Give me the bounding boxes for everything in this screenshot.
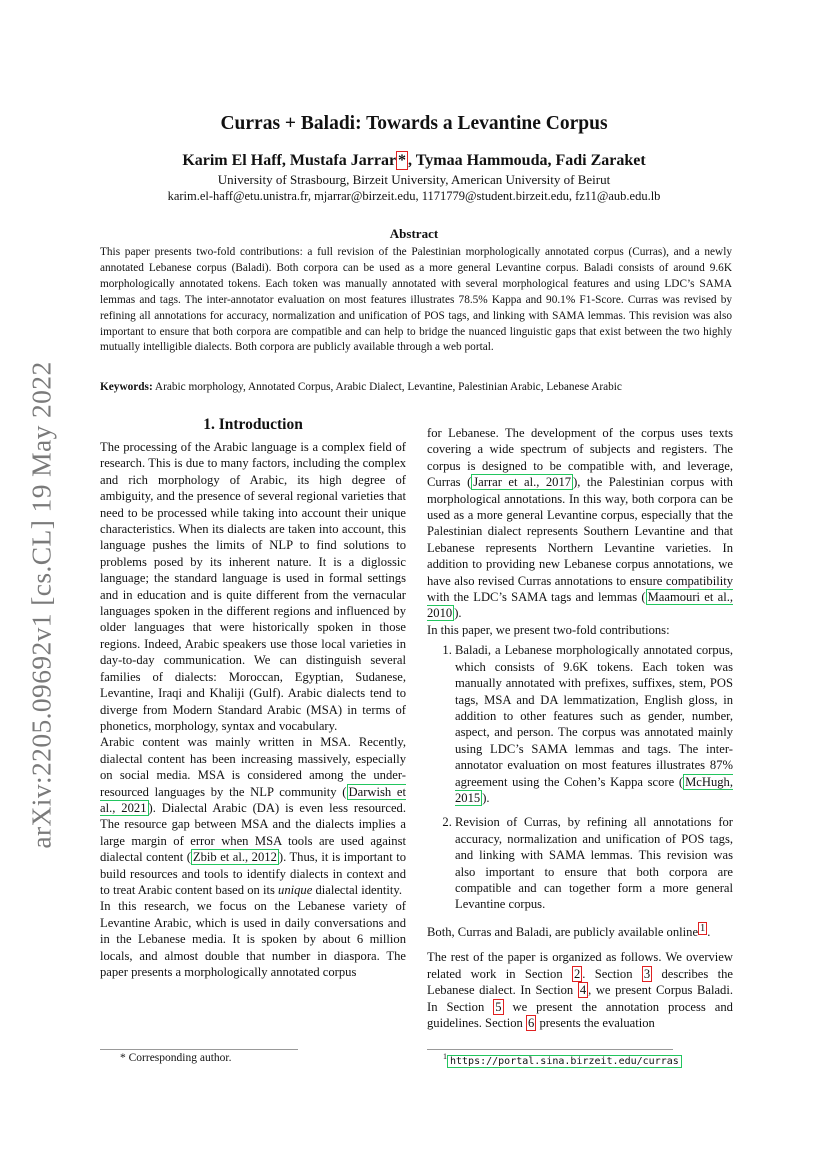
text-run: . Section (582, 966, 642, 981)
text-run: Baladi, a Lebanese morphologically annotated corpus, which consists of 9.6K tokens. Each token was manually annotated with prefixes, suffixes, stem, POS tags, MSA and DA lemmatization, English gloss, in addition to other features such as gender, number, aspect, and person. The corpus was annotated mainly using LDC’s SAMA lemmas and tags. The inter-annotator evaluation on most features illustrates 87% agreement using the Cohen’s Kappa score ( (455, 643, 733, 789)
section-link-4[interactable]: 4 (579, 983, 587, 998)
emphasis-unique: unique (278, 882, 313, 897)
right-paragraph-2: In this paper, we present two-fold contributions: (427, 622, 670, 637)
text-run: ). Dialectal Arabic (DA) is even less resourced. The resource gap between MSA and the dialects implies a large margin of error when MSA tools are used against dialectal content ( (100, 800, 406, 865)
footnote-corresponding-author: * Corresponding author. (120, 1052, 232, 1064)
affiliation: University of Strasbourg, Birzeit University, American University of Beirut (217, 172, 611, 187)
footnote-mark: 1 (443, 1052, 447, 1061)
text-run: presents the evaluation (536, 1016, 655, 1030)
intro-paragraph-2 (100, 734, 406, 898)
authors (0, 152, 828, 170)
section-link-3[interactable]: 3 (643, 966, 651, 981)
list-item (455, 642, 733, 806)
contributions-list (427, 642, 733, 913)
citation-maamouri[interactable]: Maamouri et al., 2010 (427, 590, 733, 621)
citation-zbib[interactable]: Zbib et al., 2012 (192, 850, 277, 865)
text-run: . (707, 924, 711, 939)
section-link-2[interactable]: 2 (573, 966, 581, 981)
authors-rest: , Tymaa Hammouda, Fadi Zaraket (408, 152, 646, 169)
section-heading-introduction: 1. Introduction (203, 416, 303, 433)
keywords (100, 381, 732, 393)
right-paragraph-3 (427, 921, 733, 941)
text-run: for Lebanese. The development of the corpus uses texts covering a wide spectrum of subjects and registers. The corpus is designed to be compatible with, and leverage, Curras ( (427, 426, 733, 490)
text-run: dialectal identity. (312, 882, 403, 897)
intro-paragraph-3: In this research, we focus on the Lebanese variety of Levantine Arabic, which is used in daily conversations and in the Lebanese media. It is spoken by about 6 million locals, and almost double that number in diaspora. The paper presents a morphologically annotated corpus (100, 899, 406, 979)
text-run: ). (454, 606, 462, 621)
intro-paragraph-1: The processing of the Arabic language is a complex field of research. This is due to many factors, including the complex and rich morphology of Arabic, its high degree of ambiguity, and the presence of several regional varieties that need to be processed while taking into account their unique characteristics. When its dialects are taken into account, this language pushes the limits of NLP to find solutions to problems posed by its inherent nature. It is a diglossic language; the standard language is used in formal settings and in education and is quite different from the vernacular languages spoken in the different regions and influenced by older languages that were historically spoken in those regions. Indeed, Arabic speakers use those local varieties in day-to-day communication. We can distinguish several families of dialects: Moroccan, Egyptian, Sudanese, Levantine, Iraqi and Khaliji (Gulf). Arabic dialects tend to diverge from Modern Standard Arabic (MSA) in terms of phonetics, morphology, syntax and vocabulary. (100, 440, 406, 733)
keywords-list: Arabic morphology, Annotated Corpus, Arabic Dialect, Levantine, Palestinian Arabic, Lebanese Arabic (152, 381, 622, 393)
citation-jarrar[interactable]: Jarrar et al., 2017 (473, 475, 572, 490)
authors-first: Karim El Haff, Mustafa Jarrar (182, 152, 397, 169)
arxiv-stamp-text: arXiv:2205.09692v1 [cs.CL] 19 May 2022 (26, 361, 58, 849)
footnote-link-1[interactable]: 1 (700, 922, 706, 934)
footnote-1 (443, 1052, 682, 1067)
text-run: , we present Corpus Baladi. In Section (427, 983, 733, 1014)
footnote-rule-left (100, 1049, 298, 1050)
abstract-heading: Abstract (389, 226, 439, 241)
footnote-rule-right (427, 1049, 673, 1050)
section-link-6[interactable]: 6 (528, 1016, 535, 1030)
list-item: 2. Revision of Curras, by refining all annotations for accuracy, normalization and unification of POS tags, and linking with SAMA lemmas. This revision was also important to ensure that both corpora are compatible and can together form a more general Levantine corpus. (455, 814, 733, 912)
right-paragraph-4 (427, 949, 733, 1031)
text-run: Both, Curras and Baladi, are publicly available online (427, 924, 699, 939)
text-run: describes the Lebanese dialect. In Section (427, 966, 733, 998)
curras-url-link[interactable]: https://portal.sina.birzeit.edu/curras (447, 1055, 682, 1068)
abstract-text: This paper presents two-fold contributions: a full revision of the Palestinian morphologically annotated corpus (Curras), and a newly annotated Lebanese corpus (Baladi). Both corpora can be used as a more general Levantine corpus. Baladi consists of around 9.6K morphologically annotated tokens. Each token was manually annotated with several morphological features and using LDC’s SAMA lemmas and tags. The inter-annotator evaluation on most features illustrates 78.5% Kappa and 90.1% F1-Score. Curras was revised by refining all annotations for accuracy, normalization and unification of POS tags, and linking with SAMA lemmas. This revision was also important to ensure that both corpora are compatible and can help to bridge the nuanced linguistic gaps that exist between the two highly mutually intelligible dialects. Both corpora are publicly available through a web portal. (100, 246, 732, 354)
section-link-5[interactable]: 5 (495, 999, 502, 1014)
text-run: ). Thus, it is important to build resources and tools to identify dialects in context and to treat Arabic content based on its (100, 850, 406, 897)
arxiv-stamp (22, 360, 62, 850)
citation-darwish[interactable]: Darwish et al., 2021 (100, 784, 406, 815)
author-emails: karim.el-haff@etu.unistra.fr, mjarrar@birzeit.edu, 1171779@student.birzeit.edu, fz11@aub.edu.lb (167, 189, 661, 203)
text-run: Arabic content was mainly written in MSA. Recently, dialectal content has been increasing massively, especially on social media. MSA is considered among the under-resourced languages by the NLP community ( (100, 735, 406, 799)
corresponding-author-mark[interactable]: * (398, 152, 407, 169)
keywords-label: Keywords: (100, 381, 153, 393)
text-run: ), the Palestinian corpus with morphological annotations. In this way, both corpora can be used as a more general Levantine corpus, especially that the Palestinian dialect represents Southern Levantine and that Lebanese represents Northern Levantine varieties. In addition to providing new Lebanese corpus annotations, we have also revised Curras annotations to ensure compatibility with the LDC’s SAMA tags and lemmas ( (427, 475, 733, 605)
text-run: we present the annotation process and guidelines. Section (427, 999, 733, 1030)
citation-mchugh[interactable]: McHugh, 2015 (455, 774, 733, 805)
text-run: ). (482, 790, 490, 805)
right-column (427, 425, 733, 1031)
paper-title: Curras + Baladi: Towards a Levantine Corpus (220, 113, 608, 134)
text-run: The rest of the paper is organized as follows. We overview related work in Section (427, 950, 733, 981)
left-column (100, 416, 406, 980)
right-paragraph-1 (427, 425, 733, 622)
